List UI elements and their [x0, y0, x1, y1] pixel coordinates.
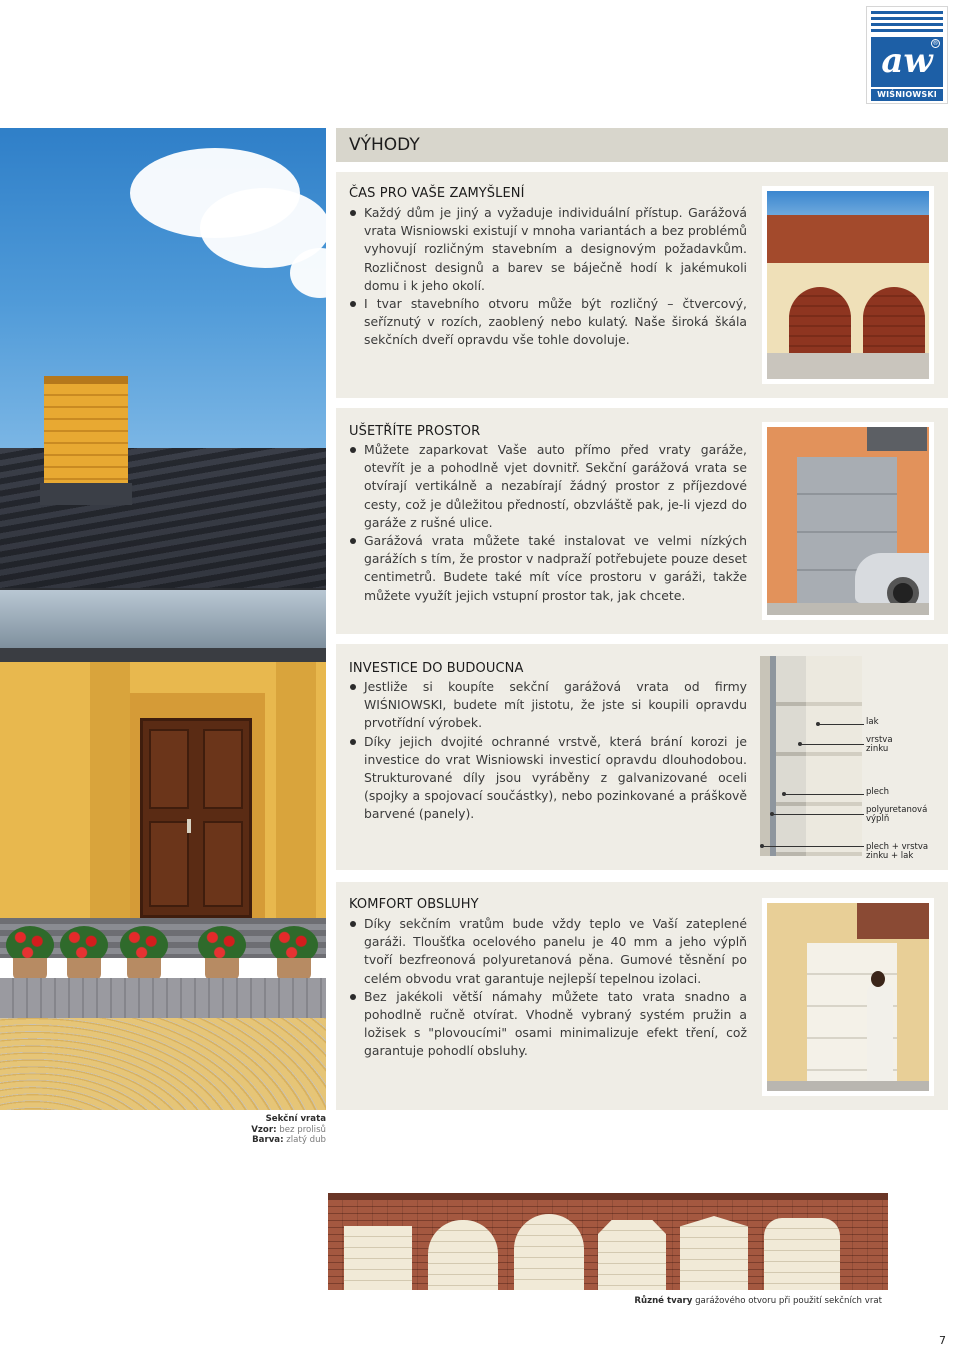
caption-title: Sekční vrata — [265, 1114, 326, 1124]
glass-canopy — [0, 588, 326, 650]
section-title: KOMFORT OBSLUHY — [349, 897, 479, 912]
door-panel — [149, 729, 189, 809]
panel-label: vrstva zinku — [866, 735, 893, 754]
garage-door-round — [428, 1220, 498, 1290]
garage-door-pointed — [680, 1216, 748, 1290]
label-leader — [772, 814, 864, 815]
woman-head — [871, 971, 885, 987]
caption-bold: Různé tvary — [634, 1296, 693, 1306]
caption-text: garážového otvoru při použití sekčních vrat — [695, 1296, 882, 1306]
panel-layer — [806, 656, 862, 856]
arched-garage-photo — [762, 186, 934, 384]
flower-pot — [67, 958, 101, 980]
front-door — [140, 718, 252, 918]
door-panel — [203, 821, 243, 907]
woman — [867, 983, 893, 1083]
wisniowski-logo — [866, 6, 948, 104]
bullet-item: Díky jejich dvojité ochranné vrstvě, která brání korozi je investice do vrat Wisniowski investicí opravdu dlouhodobou. Strukturované díly jsou vyráběny z galvanizované oceli (spojky a spojovací součástky), nebo pozinkované a práškově barvené (panely). — [349, 733, 747, 824]
garage-car-photo — [762, 422, 934, 620]
panel-label: plech + vrstva zinku + lak — [866, 842, 929, 861]
garage-door-chamfered — [598, 1220, 666, 1290]
section-header-bar — [336, 128, 948, 162]
bullet-item: Garážová vrata můžete také instalovat ve velmi nízkých garážích s tím, že prostor v nadpraží potřebujete pouze deset centimetrů. Budete také mít více prostoru v garáži, takže můžete využít jejich vstupní prostor tak, jak chcete. — [349, 532, 747, 605]
panel-label: polyuretanová výplň — [866, 805, 928, 824]
label-leader — [800, 744, 864, 745]
page-title: VÝHODY — [349, 135, 420, 155]
section-title: INVESTICE DO BUDOUCNA — [349, 661, 524, 676]
label-dot — [760, 844, 764, 848]
door-handle — [187, 819, 191, 833]
logo-stripes — [871, 11, 943, 35]
driveway — [767, 353, 929, 383]
section-title: UŠETŘÍTE PROSTOR — [349, 424, 481, 439]
pillar — [276, 662, 316, 932]
flower-pot — [127, 958, 161, 980]
bullet-item: Můžete zaparkovat Vaše auto přímo před vraty garáže, otevřít je a pohodlně vjet dovnitř. Sekční garážová vrata se otvírají vertikálně a nezabírají žádný prostor z příjezdové cesty, což je důležitou předností, obzvláště pak, je-li vjezd do garáže z rušné ulice. — [349, 441, 747, 532]
house-photo — [0, 128, 326, 1110]
garage-door-square — [344, 1226, 412, 1290]
panel-layer — [760, 656, 770, 856]
bullet-item: Jestliže si koupíte sekční garážová vrata od firmy WIŚNIOWSKI, budete mít jistotu, že jste si koupili opravdu prvotřídní výrobek. — [349, 678, 747, 733]
shapes-caption — [600, 1296, 882, 1307]
pillar — [90, 662, 130, 932]
roof — [867, 427, 927, 451]
flower-pot — [13, 958, 47, 980]
bullet-item: I tvar stavebního otvoru může být rozličný – čtvercový, seříznutý v rozích, zaoblený nebo kulatý. Naše široká škála sekčních dveří opravdu vše tohle dovoluje. — [349, 295, 747, 350]
door-panel — [149, 821, 189, 907]
driveway — [767, 603, 929, 620]
panel-cross-section — [760, 656, 862, 856]
page-number: 7 — [939, 1334, 946, 1347]
caption-value: bez prolisů — [279, 1124, 326, 1135]
label-dot — [816, 722, 820, 726]
garage-door-arched — [514, 1214, 584, 1290]
bullet-list — [349, 678, 747, 824]
chimney — [44, 376, 128, 486]
gutter — [0, 648, 326, 662]
caption-value: zlatý dub — [286, 1135, 326, 1145]
woman-opening-garage-photo — [762, 898, 934, 1096]
bullet-list — [349, 441, 747, 605]
label-dot — [782, 792, 786, 796]
chimney-base — [40, 483, 132, 505]
door-panel — [203, 729, 243, 809]
house-caption — [200, 1114, 326, 1146]
bullet-list — [349, 915, 747, 1061]
bullet-item: Každý dům je jiný a vyžaduje individuální přístup. Garážová vrata Wisniowski existují v mnoha variantách a bez problémů vyhovují rozličným stavebním a designovým požadavkům. Rozličnost designů a barev se báječně hodí k jakémukoli domu i k jeho okolí. — [349, 204, 747, 295]
garage-door-rounded-corners — [764, 1218, 840, 1290]
bullet-item: Bez jakékoli větší námahy můžete tato vrata snadno a pohodlně ručně otvírat. Vhodně vybraný systém pružin a ložisek s "plovoucími" osami minimalizuje efekt tření, což garantuje pohodlí obsluhy. — [349, 988, 747, 1061]
panel-label: lak — [866, 717, 879, 727]
caption-label: Barva: — [252, 1135, 284, 1145]
roof — [857, 903, 934, 939]
arched-garage-door — [789, 287, 851, 355]
logo-mark: aw — [871, 37, 943, 87]
label-dot — [770, 812, 774, 816]
flower-pot — [205, 958, 239, 980]
registered-icon: ® — [932, 40, 939, 47]
bullet-item: Díky sekčním vratům bude vždy teplo ve Vaší zateplené garáži. Tloušťka ocelového panelu je 40 mm a jeho výplň tvoří bezfreonová polyuretanová pěna. Gumové těsnění po celém obvodu vrat garantuje nejlepší tepelnou izolaci. — [349, 915, 747, 988]
paving-border — [0, 978, 326, 1018]
bullet-list — [349, 204, 747, 350]
section-title: ČAS PRO VAŠE ZAMYŠLENÍ — [349, 186, 525, 201]
driveway — [767, 1081, 929, 1096]
arched-garage-door — [863, 287, 925, 355]
logo-name: WIŚNIOWSKI — [871, 89, 943, 101]
panel-layer — [776, 656, 806, 856]
label-leader — [784, 794, 864, 795]
flower-pot — [277, 958, 311, 980]
panel-label: plech — [866, 787, 890, 797]
label-leader — [818, 724, 864, 725]
label-leader — [762, 846, 864, 847]
garage-shapes-illustration — [328, 1175, 888, 1290]
caption-label: Vzor: — [251, 1124, 277, 1135]
label-dot — [798, 742, 802, 746]
